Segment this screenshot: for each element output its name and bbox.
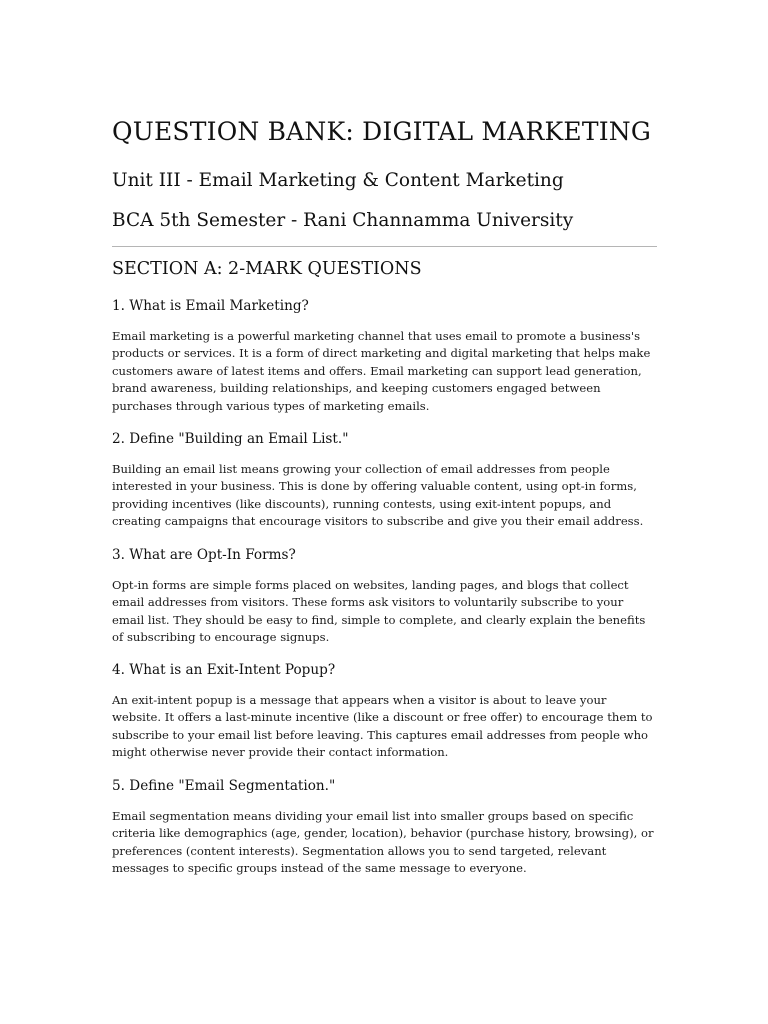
section-title: SECTION A: 2-MARK QUESTIONS (112, 259, 422, 279)
answer-line: of subscribing to encourage signups. (112, 630, 330, 645)
answer-line: products or services. It is a form of direct marketing and digital marketing that helps make (112, 346, 651, 361)
answer-text (112, 328, 657, 415)
answer-line: An exit-intent popup is a message that appears when a visitor is about to leave your (112, 693, 607, 707)
question-block-3 (112, 545, 657, 647)
answer-line: messages to specific groups instead of the same message to everyone. (112, 861, 527, 876)
answer-line: brand awareness, building relationships, and keeping customers engaged between (112, 381, 601, 396)
question-heading: 4. What is an Exit-Intent Popup? (112, 662, 336, 678)
answer-text (112, 461, 657, 531)
answer-line: subscribe to your email list before leaving. This captures email addresses from people who (112, 727, 649, 742)
answer-line: Opt-in forms are simple forms placed on websites, landing pages, and blogs that collect (112, 578, 629, 592)
question-block-2 (112, 429, 657, 531)
course-subtitle: BCA 5th Semester - Rani Channamma University (112, 210, 574, 231)
answer-line: providing incentives (like discounts), running contests, using exit-intent popups, and (112, 496, 612, 511)
question-block-5 (112, 776, 657, 878)
question-block-4 (112, 660, 657, 762)
question-heading: 5. Define "Email Segmentation." (112, 778, 336, 794)
question-heading: 2. Define "Building an Email List." (112, 431, 349, 447)
answer-line: Email segmentation means dividing your email list into smaller groups based on specific (112, 809, 634, 823)
answer-line: creating campaigns that encourage visitors to subscribe and give you their email address. (112, 514, 644, 529)
answer-text (112, 692, 657, 762)
answer-line: email addresses from visitors. These forms ask visitors to voluntarily subscribe to your (112, 595, 624, 610)
answer-line: customers aware of latest items and offers. Email marketing can support lead generation, (112, 363, 642, 378)
answer-text (112, 808, 657, 878)
answer-line: criteria like demographics (age, gender, location), behavior (purchase history, browsing), or (112, 826, 654, 841)
answer-line: email list. They should be easy to find, simple to complete, and clearly explain the benefits (112, 612, 646, 627)
answer-text (112, 577, 657, 647)
horizontal-divider (112, 246, 657, 247)
answer-line: Email marketing is a powerful marketing channel that uses email to promote a business's (112, 329, 641, 343)
answer-line: preferences (content interests). Segmentation allows you to send targeted, relevant (112, 843, 607, 858)
question-block-1 (112, 296, 657, 415)
document-title: QUESTION BANK: DIGITAL MARKETING (112, 117, 652, 146)
answer-line: website. It offers a last-minute incentive (like a discount or free offer) to encourage them to (112, 710, 653, 725)
question-heading: 1. What is Email Marketing? (112, 298, 309, 314)
unit-subtitle: Unit III - Email Marketing & Content Marketing (112, 170, 564, 191)
answer-line: interested in your business. This is done by offering valuable content, using opt-in forms, (112, 479, 637, 494)
answer-line: purchases through various types of marketing emails. (112, 398, 430, 413)
answer-line: might otherwise never provide their contact information. (112, 745, 449, 760)
answer-line: Building an email list means growing your collection of email addresses from people (112, 462, 610, 476)
question-heading: 3. What are Opt-In Forms? (112, 547, 296, 563)
